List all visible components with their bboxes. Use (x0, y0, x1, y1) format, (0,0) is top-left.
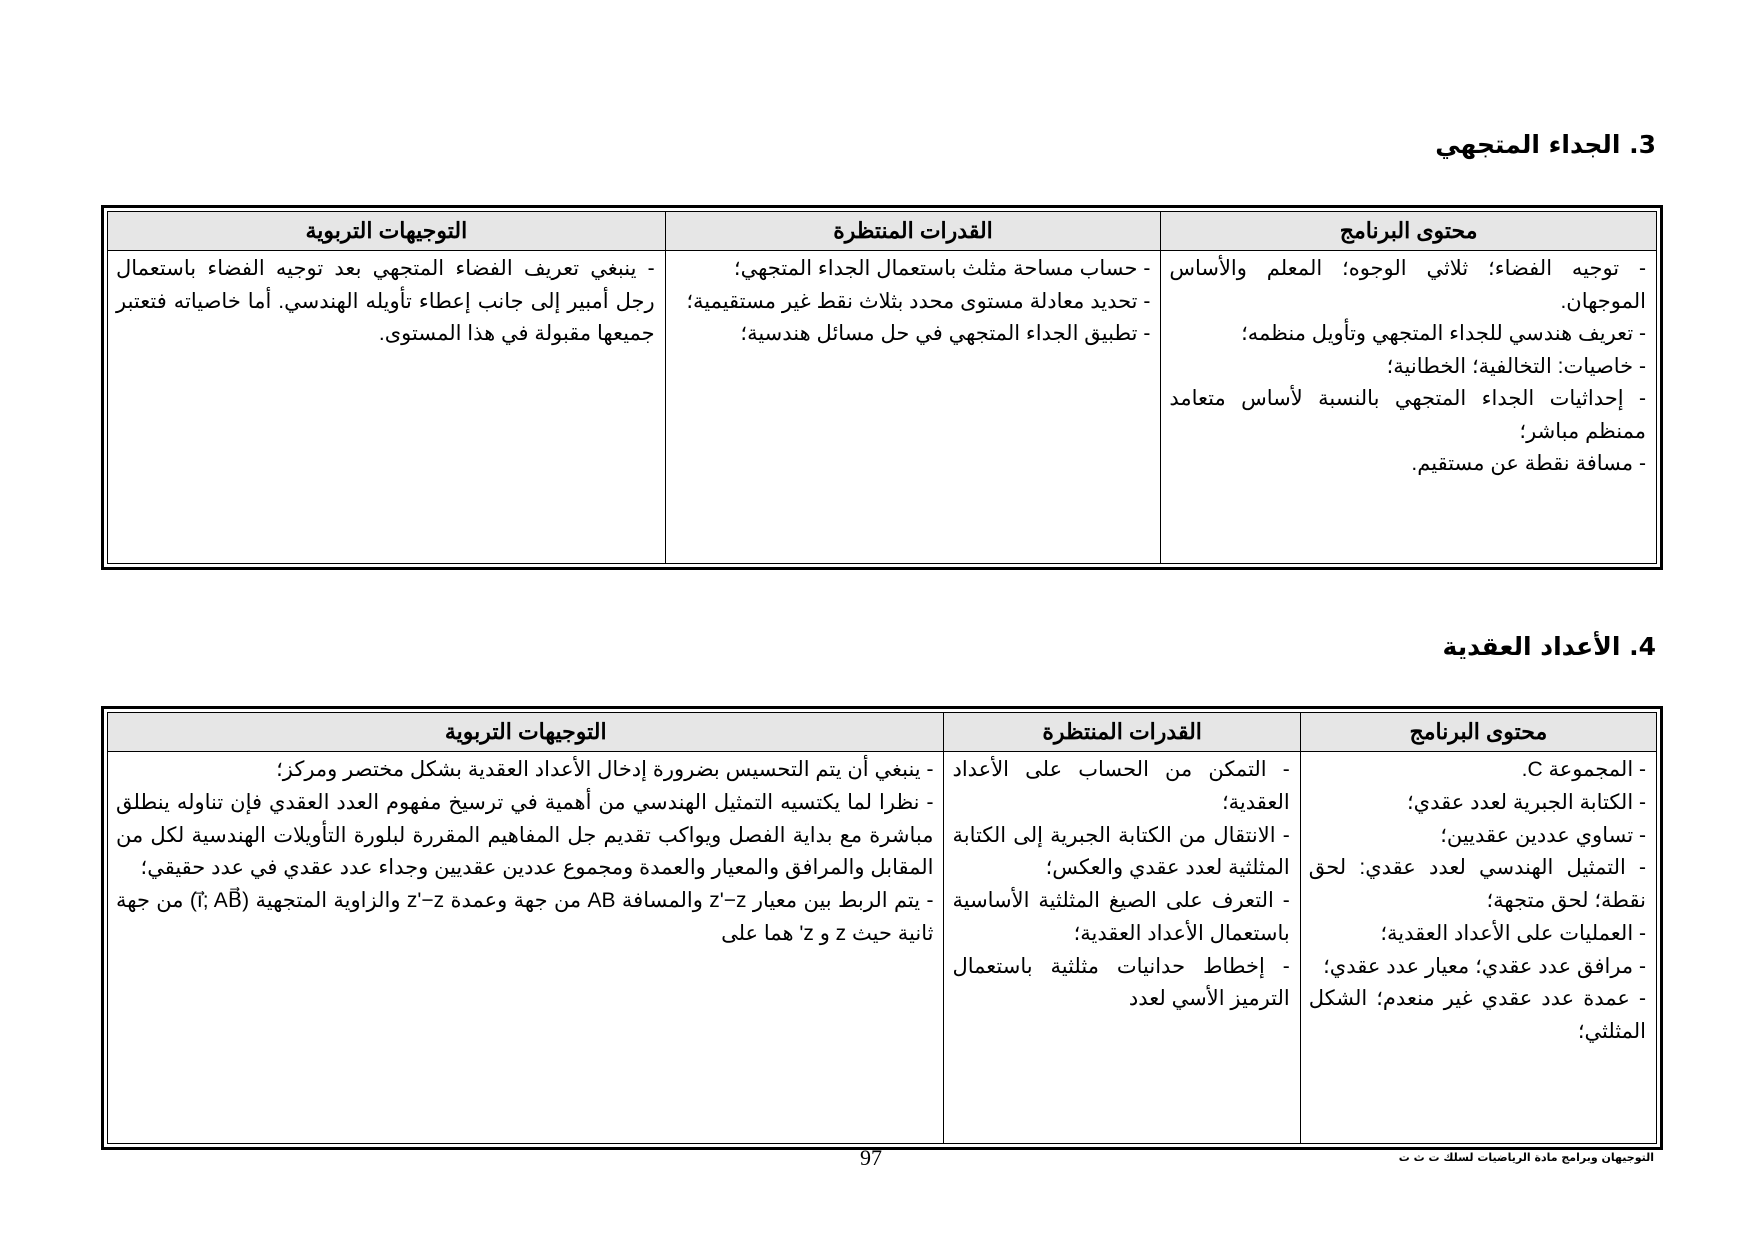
footer-caption: التوجيهان وبرامج مادة الرياضيات لسلك ت ث ت (1398, 1151, 1654, 1164)
section-3-title: 3. الجداء المتجهي (1435, 130, 1656, 159)
list-item: - ينبغي تعريف الفضاء المتجهي بعد توجيه الفضاء باستعمال رجل أمبير إلى جانب إعطاء تأويله الهندسي. أما خاصياته فتعتبر جميعها مقبولة في هذا المستوى. (116, 257, 655, 346)
cell-program-content (1161, 251, 1657, 564)
list-item: - الكتابة الجبرية لعدد عقدي؛ (1406, 790, 1646, 814)
header-program-content: محتوى البرنامج (1300, 713, 1656, 752)
cell-pedagogical-guidance (108, 251, 666, 564)
list-item: - إخطاط حدانيات مثلثية باستعمال الترميز الأسي لعدد (952, 954, 1290, 1011)
list-item: - مسافة نقطة عن مستقيم. (1411, 452, 1646, 476)
page-number: 97 (860, 1145, 882, 1170)
list-item: - حساب مساحة مثلث باستعمال الجداء المتجهي؛ (733, 257, 1151, 280)
list-item: - تعريف هندسي للجداء المتجهي وتأويل منظمه؛ (1241, 322, 1646, 346)
list-item: - يتم الربط بين معيار z'−z والمسافة AB من جهة وعمدة z'−z والزاوية المتجهية (i⃗; AB⃗) من جهة ثانية حيث z و z' هما على (116, 889, 934, 945)
list-item: - عمدة عدد عقدي غير منعدم؛ الشكل المثلثي؛ (1308, 987, 1646, 1043)
list-item: - مرافق عدد عقدي؛ معيار عدد عقدي؛ (1323, 954, 1646, 978)
list-item: - التمثيل الهندسي لعدد عقدي: لحق نقطة؛ لحق متجهة؛ (1308, 856, 1646, 912)
table-vector-product (101, 205, 1663, 570)
cell-expected-abilities (665, 251, 1161, 564)
list-item: - العمليات على الأعداد العقدية؛ (1380, 921, 1646, 945)
header-pedagogical-guidance: التوجيهات التربوية (108, 713, 944, 752)
list-item: - خاصيات: التخالفية؛ الخطانية؛ (1386, 354, 1646, 378)
list-item: - تساوي عددين عقديين؛ (1440, 823, 1646, 847)
list-item: - توجيه الفضاء؛ ثلاثي الوجوه؛ المعلم والأساس الموجهان. (1169, 257, 1646, 313)
list-item: - الانتقال من الكتابة الجبرية إلى الكتابة المثلثية لعدد عقدي والعكس؛ (952, 823, 1290, 880)
list-item: - التعرف على الصيغ المثلثية الأساسية باستعمال الأعداد العقدية؛ (952, 889, 1290, 945)
list-item: - ينبغي أن يتم التحسيس بضرورة إدخال الأعداد العقدية بشكل مختصر ومركز؛ (276, 758, 934, 781)
cell-expected-abilities (944, 752, 1300, 1144)
cell-pedagogical-guidance (108, 752, 944, 1144)
header-program-content: محتوى البرنامج (1161, 212, 1657, 251)
list-item: - تطبيق الجداء المتجهي في حل مسائل هندسية؛ (740, 322, 1151, 346)
list-item: - المجموعة C. (1521, 758, 1646, 781)
cell-program-content (1300, 752, 1656, 1144)
header-expected-abilities: القدرات المنتظرة (665, 212, 1161, 251)
header-expected-abilities: القدرات المنتظرة (944, 713, 1300, 752)
section-4-title: 4. الأعداد العقدية (1442, 632, 1656, 661)
table-complex-numbers (101, 706, 1663, 1150)
header-pedagogical-guidance: التوجيهات التربوية (108, 212, 666, 251)
list-item: - تحديد معادلة مستوى محدد بثلاث نقط غير مستقيمية؛ (686, 289, 1151, 313)
list-item: - إحداثيات الجداء المتجهي بالنسبة لأساس متعامد ممنظم مباشر؛ (1169, 387, 1646, 443)
list-item: - التمكن من الحساب على الأعداد العقدية؛ (952, 758, 1290, 814)
list-item: - نظرا لما يكتسيه التمثيل الهندسي من أهمية في ترسيخ مفهوم العدد العقدي فإن تناوله ينطلق مباشرة مع بداية الفصل ويواكب تقديم جل المفاهيم المقررة لبلورة التأويلات الهندسية لكل من المقابل والمرافق والمعيار والعمدة ومجموع عددين عقديين وجداء عدد عقدي في عدد حقيقي؛ (116, 790, 934, 880)
